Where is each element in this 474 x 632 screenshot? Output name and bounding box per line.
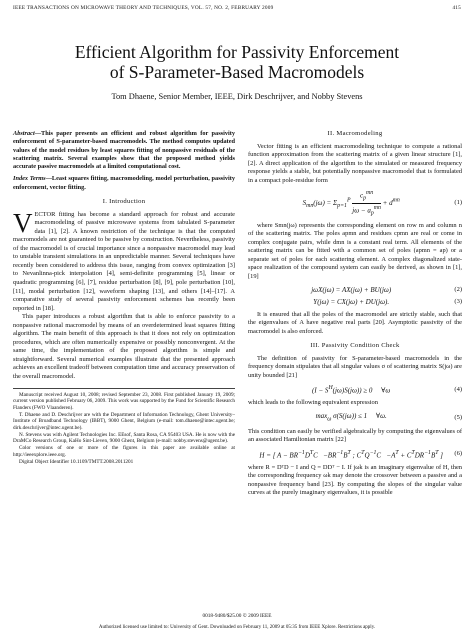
equation-4: $(I - S^H(j\omega)S(j\omega)) \ge 0$ ∀ω (4)	[312, 385, 462, 395]
author-list: Tom Dhaene, Senior Member, IEEE, Dirk Deschrijver, and Nobby Stevens	[111, 92, 363, 101]
footnote-color: Color versions of one or more of the figures in this paper are available online at http://ieeexplore.ieee.org.	[13, 445, 235, 458]
equation-6: H = [ $A - BR^{-1}D^TC -BR^{-1}B^T$ ; $C^TQ^{-1}C -A^T + C^TDR^{-1}B^T$ ] (6)	[259, 449, 462, 460]
equation-4-number: (4)	[454, 385, 462, 393]
equation-5: $\max_\omega \sigma(S(j\omega)) \le 1$ ∀ω. (5)	[315, 411, 462, 423]
abstract	[13, 130, 235, 171]
footnote-affiliation-2: N. Stevens was with Agilent Technologies Inc. EEsof, Santa Rosa, CA 95403 USA. He is now with the DraMCo Research Group, KaHo Sint-Lieven, 9000 Ghent, Belgium (e-mail: nobby.stevens@ugent.be).	[13, 431, 235, 445]
section-heading-introduction: I. Introduction	[102, 198, 146, 206]
title-line-1: Efficient Algorithm for Passivity Enforcement	[74, 42, 400, 62]
intro-paragraph-1-text: ECTOR fitting has become a standard approach for robust and accurate macromodeling of passive microwave systems from tabulated S-parameter data [1], [2]. A known restriction of the technique is that the computed macromodels are not guaranteed to be passive by construction. Nevertheless, passivity of the macromodel is of crucial importance since a nonpassive macromodel may lead to unstable transient simulations in an unpredictable manner. Several techniques have recently been considered to address this issue, ranging from convex optimization [3] to Nevanlinna-pick interpolation [4], semi-definite programming [5], linear or quadratic programming [6], [7], residue perturbation [8], [9], pole perturbation [10], [11], modal perturbation [12], waveform shaping [13], and others [14]–[17]. A comparative study of several passivity enforcement schemes has recently been reported in [18].	[13, 210, 235, 312]
journal-name: IEEE TRANSACTIONS ON MICROWAVE THEORY AND TECHNIQUES, VOL. 57, NO. 2, FEBRUARY 2009	[13, 5, 274, 11]
index-terms-label: Index Terms	[13, 175, 46, 183]
abstract-text: —This paper presents an efficient and robust algorithm for passivity enforcement of S-parameter-based macromodels. The method computes updated values of the model residues by least squares fitting of nonpassive residuals of the scattering matrix. Several examples show that the proposed method yields accurate passive macromodels at a limited computational cost.	[13, 130, 235, 171]
copyright-footer: 0018-9480/$25.00 © 2009 IEEE	[202, 613, 272, 619]
paper-title	[0, 42, 474, 82]
passivity-paragraph-1: The definition of passivity for S-parameter-based macromodels in the frequency domain stipulates that all singular values σ of scattering matrix S(jω) are unity bounded [21]	[248, 354, 462, 379]
passivity-paragraph-3: This condition can easily be verified algebraically by computing the eigenvalues of an associated Hamiltonian matrix [22]	[248, 427, 462, 444]
title-line-2: of S-Parameter-Based Macromodels	[109, 62, 365, 82]
footnotes	[13, 388, 235, 466]
footnote-doi: Digital Object Identifier 10.1109/TMTT.2008.2011201	[19, 458, 134, 465]
passivity-paragraph-4: where R = DᵀD − I and Q = DDᵀ − I. If jωk is an imaginary eigenvalue of H, then the corresponding frequency ωk may denote the crossover between a passive and a nonpassive frequency band [23]. By computing the slopes of the singular value curves at the purely imaginary eigenvalues, it is possible	[248, 463, 462, 497]
macromodeling-paragraph-3: It is ensured that all the poles of the macromodel are strictly stable, such that the eigenvalues of A have negative real parts [20]. Asymptotic passivity of the macromodel is also enforced.	[248, 310, 462, 335]
section-heading-passivity-check: III. Passivity Condition Check	[310, 342, 400, 350]
equation-2-number: (2)	[454, 285, 462, 293]
passivity-paragraph-2: which leads to the following equivalent expression	[248, 399, 378, 407]
right-column	[248, 130, 462, 498]
drop-cap: V	[13, 207, 33, 238]
equation-5-number: (5)	[454, 413, 462, 421]
equation-1-body: $S_{mn}(j\omega) = \Sigma_{p=1}^P$ $\frac{c_p^{mn}}{j\omega - a_p^{mn}}$ + $d^{mn}$	[302, 190, 400, 217]
license-footer: Authorized licensed use limited to: University of Gent. Downloaded on February 11, 2009 at 05:35 from IEEE Xplore. Restrictions apply.	[98, 625, 376, 630]
abstract-label: Abstract	[13, 130, 35, 137]
macromodeling-paragraph-2: where Smn(jω) represents the corresponding element on row m and column n of the scattering matrix. The poles apmn and residues cpmn are real or come in complex conjugate pairs, while dmn is a constant real term. All elements of the scattering matrix can be fitted with a common set of poles (apmn = ap) or a separate set of poles for each scattering element. A complex diagonalized state-space realization of the compound system can easily be derived, as shown in [1], [19]	[248, 221, 462, 280]
index-terms	[13, 175, 235, 192]
running-header	[13, 5, 461, 11]
equation-6-number: (6)	[454, 450, 462, 458]
index-terms-text: —Least squares fitting, macromodeling, model perturbation, passivity enforcement, vector fitting.	[13, 175, 235, 191]
equation-1	[248, 189, 462, 217]
equation-3-number: (3)	[454, 298, 462, 306]
equation-1-number: (1)	[454, 199, 462, 207]
intro-paragraph-1	[13, 207, 235, 314]
footnote-manuscript: Manuscript received August 10, 2008; revised September 23, 2008. First published January 19, 2009; current version published February 06, 2009. This work was supported by the Fund for Scientific Research Flanders (FWO Vlaanderen).	[13, 391, 235, 411]
footnote-affiliation-1: T. Dhaene and D. Deschrijver are with the Department of Information Technology, Ghent University–Institute of Broadband Technology (IBBT), 9000 Ghent, Belgium (e-mail: tom.dhaene@intec.ugent.be; dirk.deschrijver@intec.ugent.be).	[13, 411, 235, 432]
macromodeling-paragraph-1: Vector fitting is an efficient macromodeling technique to compute a rational function approximation from the scattering matrix of a given linear structure [1], [2]. A direct application of the algorithm to the simulated or measured frequency response yields a stable, but potentially nonpassive macromodel that is formulated in a compact pole-residue form	[248, 142, 462, 184]
left-column	[13, 130, 235, 465]
equation-2: jωX(jω) = AX(jω) + BU(jω) (2)	[311, 285, 462, 294]
page-number: 415	[452, 5, 461, 11]
section-heading-macromodeling: II. Macromodeling	[327, 130, 383, 137]
equation-3: Y(jω) = CX(jω) + DU(jω). (3)	[313, 298, 462, 307]
intro-paragraph-2: This paper introduces a robust algorithm that is able to enforce passivity to a nonpassive rational macromodel by means of an overdetermined least squares fitting algorithm. The main benefit of this approach is that it does not rely on optimization procedures, which are often numerically expensive or possibly nonconvergent. At the same time, the implementation of the proposed algorithm is simple and straightforward. Several numerical examples illustrate that the presented approach achieves an excellent tradeoff between computation time and accuracy preservation of the overall macromodel.	[13, 313, 235, 381]
